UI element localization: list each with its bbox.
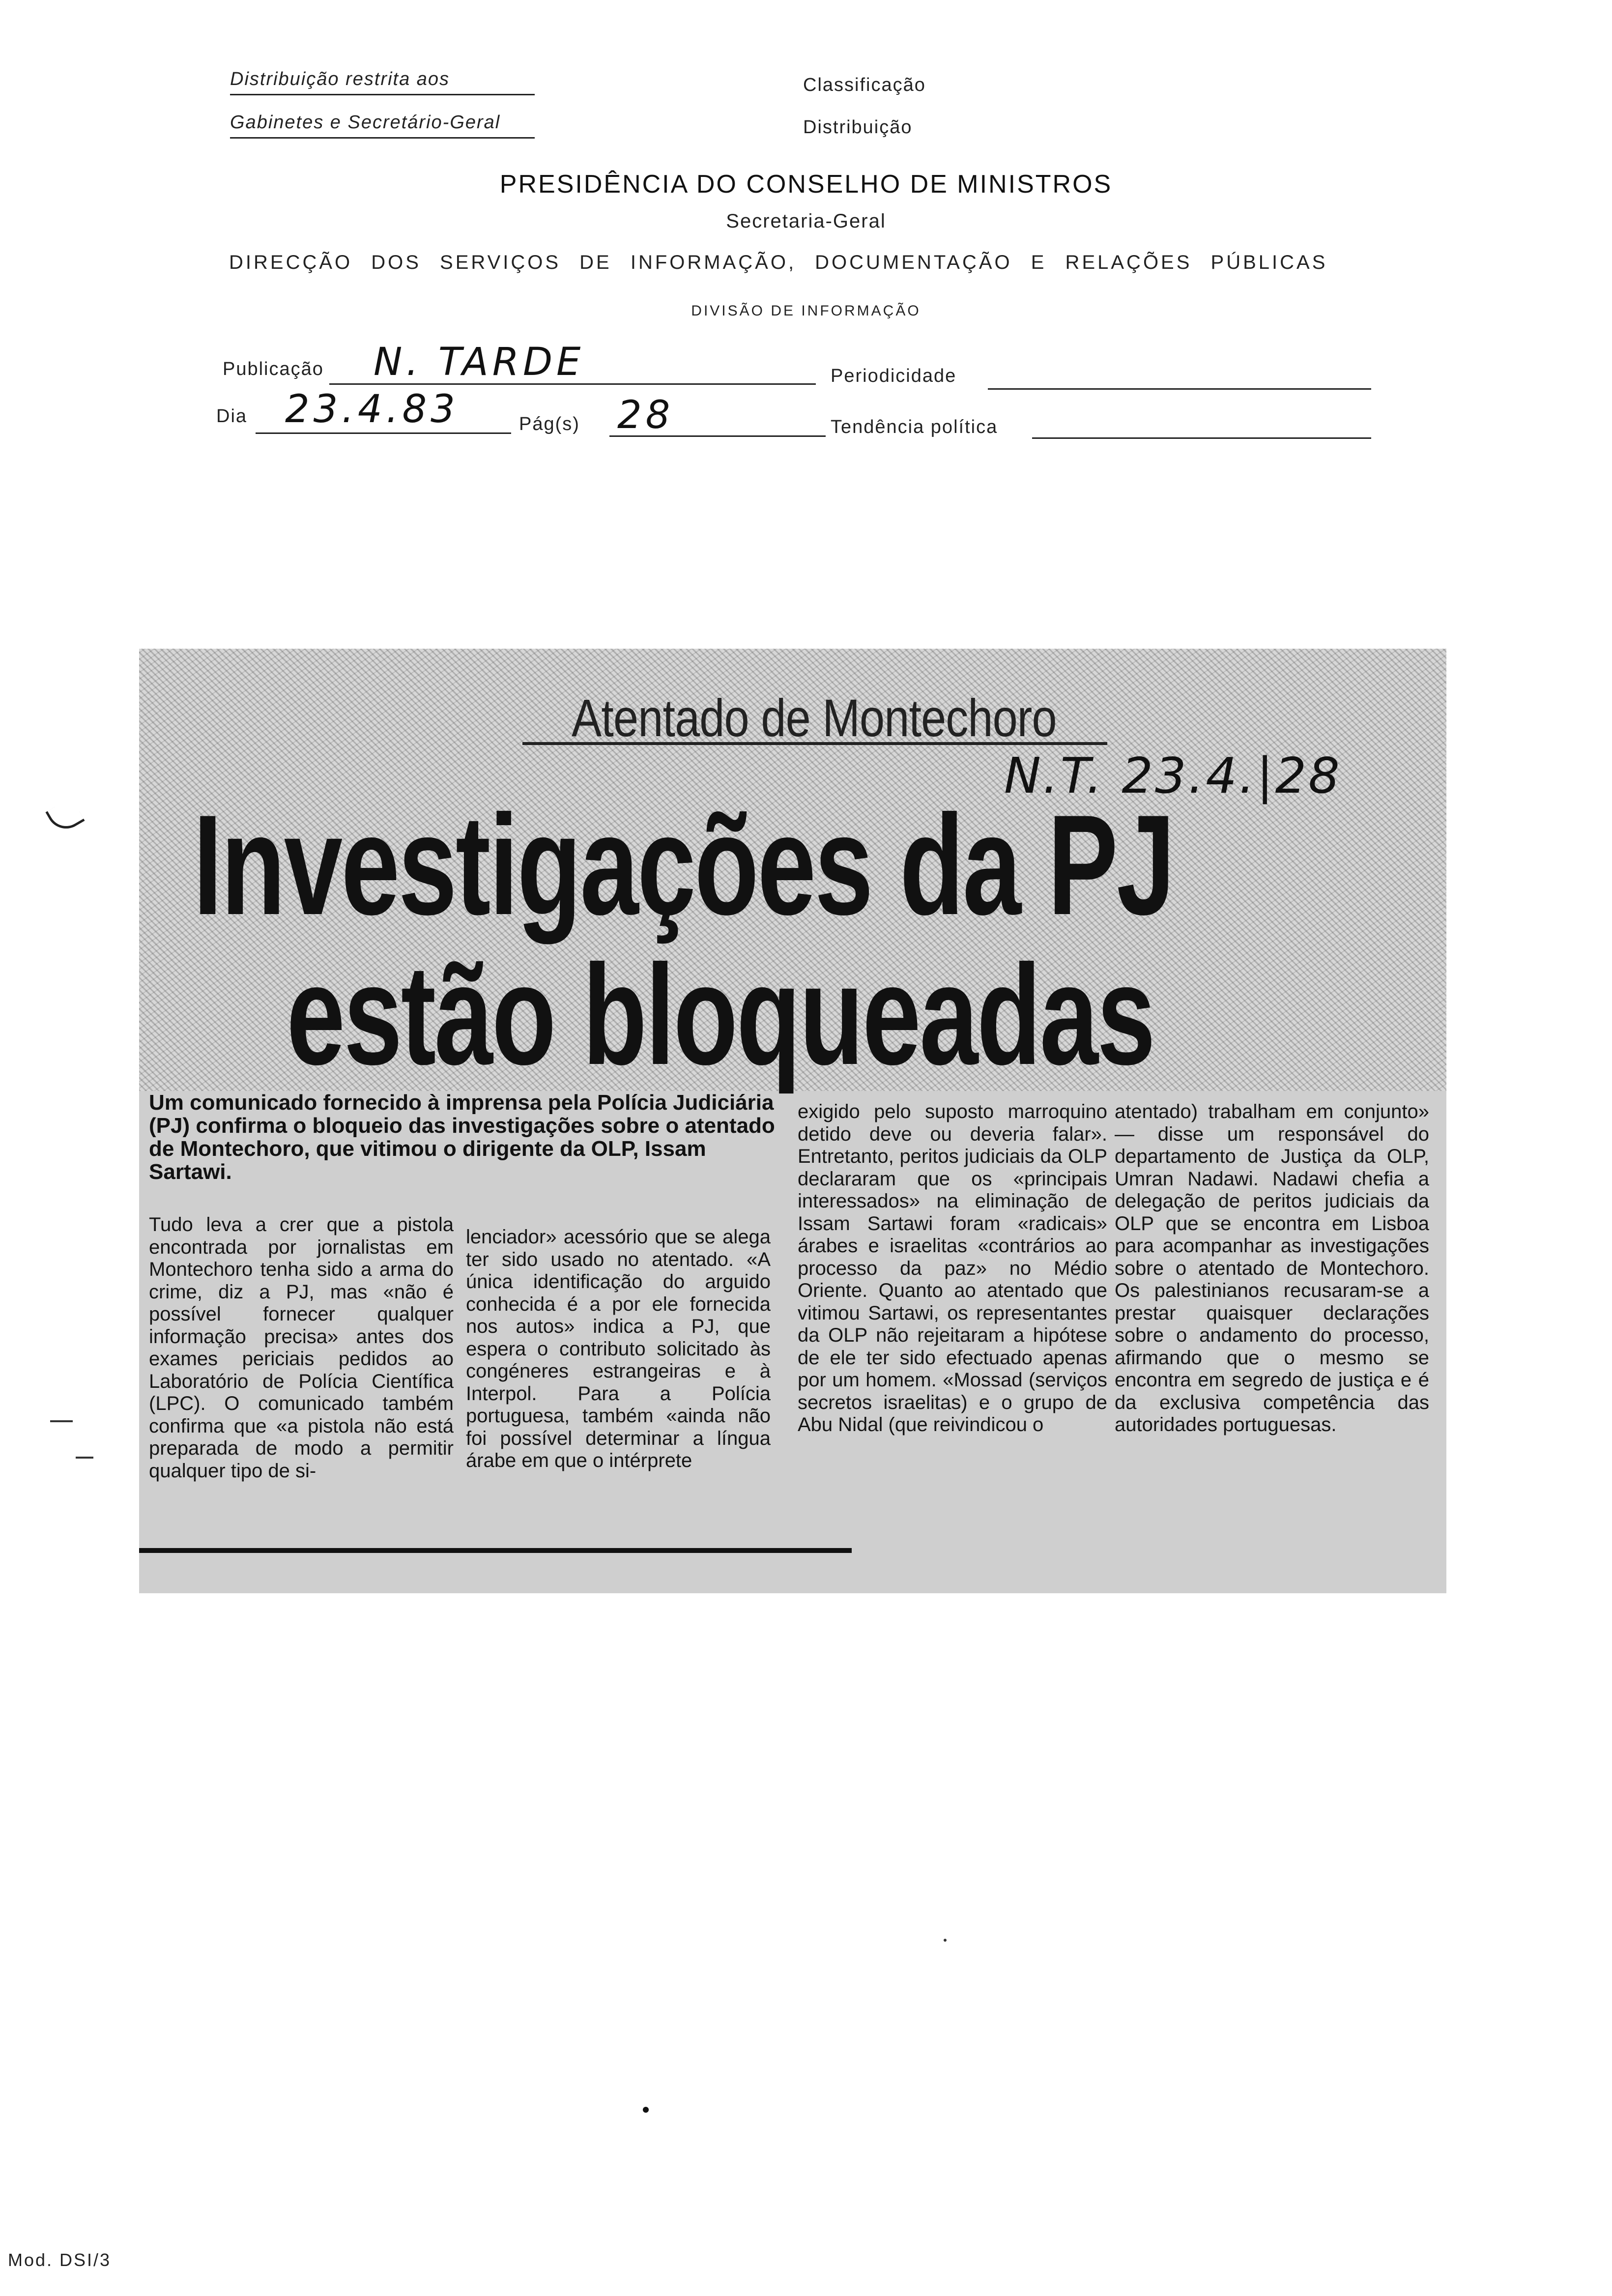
publicacao-field	[329, 340, 816, 385]
article-column-1: Tudo leva a crer que a pistola encontrada por jornalistas em Montechoro tenha sido a arma do crime, diz a PJ, mas «não é possível fornecer qualquer informação precisa» antes dos exames periciais pedidos ao Laboratório de Polícia Científica (LPC). O comunicado também confirma que «a pistola não está preparada de modo a permitir qualquer tipo de si-	[149, 1214, 454, 1482]
article-column-4: atentado) trabalham em conjunto» — disse um responsável do departamento de Justiça da OLP, Umran Nadawi. Nadawi chefia a delegação de peritos judiciais da OLP que se encontra em Lisboa para acompanhar as investigações sobre o atentado de Montechoro. Os palestinianos recusaram-se a prestar quaisquer declarações sobre o andamento do processo, afirmando que o mesmo se encontra em segredo de justiça e é da exclusiva competência das autoridades portuguesas.	[1115, 1101, 1429, 1435]
article-kicker: Atentado de Montechoro	[572, 688, 1057, 747]
division: DIVISÃO DE INFORMAÇÃO	[691, 303, 921, 319]
pags-field	[609, 393, 826, 437]
handwritten-note: N.T. 23.4.|28	[1004, 747, 1342, 804]
tendencia-field	[1032, 403, 1371, 439]
form-code: Mod. DSI/3	[8, 2250, 112, 2270]
publicacao-value: N. TARDE	[374, 340, 585, 384]
headline-line-2: estão bloqueadas	[287, 935, 1154, 1094]
restricted-line-2: Gabinetes e Secretário-Geral	[230, 112, 535, 139]
tendencia-label: Tendência política	[831, 417, 998, 437]
periodicidade-field	[988, 354, 1371, 390]
dia-label: Dia	[216, 406, 248, 427]
restricted-line-1: Distribuição restrita aos	[230, 69, 535, 95]
newspaper-clipping	[139, 649, 1446, 1593]
article-column-2: lenciador» acessório que se alega ter sido usado no atentado. «A única identificação do arguido conhecida é a por ele fornecida nos autos» indica a PJ, que espera o contributo solicitado às congéneres estrangeiras e à Interpol. Para a Polícia portuguesa, também «ainda não foi possível determinar a língua árabe em que o intérprete	[466, 1226, 771, 1471]
dia-value: 23.4.83	[285, 387, 459, 431]
article-lede: Um comunicado fornecido à imprensa pela Polícia Judiciária (PJ) confirma o bloqueio das investigações sobre o atentado de Montechoro, que vitimou o dirigente da OLP, Issam Sartawi.	[149, 1091, 775, 1184]
classificacao-label: Classificação	[803, 75, 926, 95]
pags-label: Pág(s)	[519, 414, 580, 434]
article-column-3: exigido pelo suposto marroquino detido deve ou deveria falar». Entretanto, peritos judiciais da OLP declararam que os «principais interessados» na eliminação de Issam Sartawi foram «radicais» árabes e israelitas «contrários ao processo da paz» no Médio Oriente. Quanto ao atentado que vitimou Sartawi, os representantes da OLP não rejeitaram a hipótese de ele ter sido efectuado apenas por um homem. «Mossad (serviços secretos israelitas) e o grupo de Abu Nidal (que reivindicou o	[798, 1101, 1107, 1435]
distribuicao-label: Distribuição	[803, 117, 913, 138]
periodicidade-label: Periodicidade	[831, 366, 957, 386]
publicacao-label: Publicação	[223, 359, 324, 379]
headline-line-1: Investigações da PJ	[193, 785, 1174, 945]
margin-dash	[76, 1457, 93, 1459]
speck	[944, 1939, 947, 1942]
pags-value: 28	[617, 393, 674, 437]
dia-field	[256, 387, 511, 434]
org-subtitle: Secretaria-Geral	[726, 210, 886, 232]
margin-mark	[45, 797, 85, 835]
clipping-bottom-rule	[139, 1548, 852, 1553]
directorate: DIRECÇÃO DOS SERVIÇOS DE INFORMAÇÃO, DOCUMENTAÇÃO E RELAÇÕES PÚBLICAS	[229, 252, 1328, 273]
margin-dash	[50, 1420, 73, 1422]
speck	[643, 2107, 649, 2113]
org-title: PRESIDÊNCIA DO CONSELHO DE MINISTROS	[499, 170, 1113, 199]
